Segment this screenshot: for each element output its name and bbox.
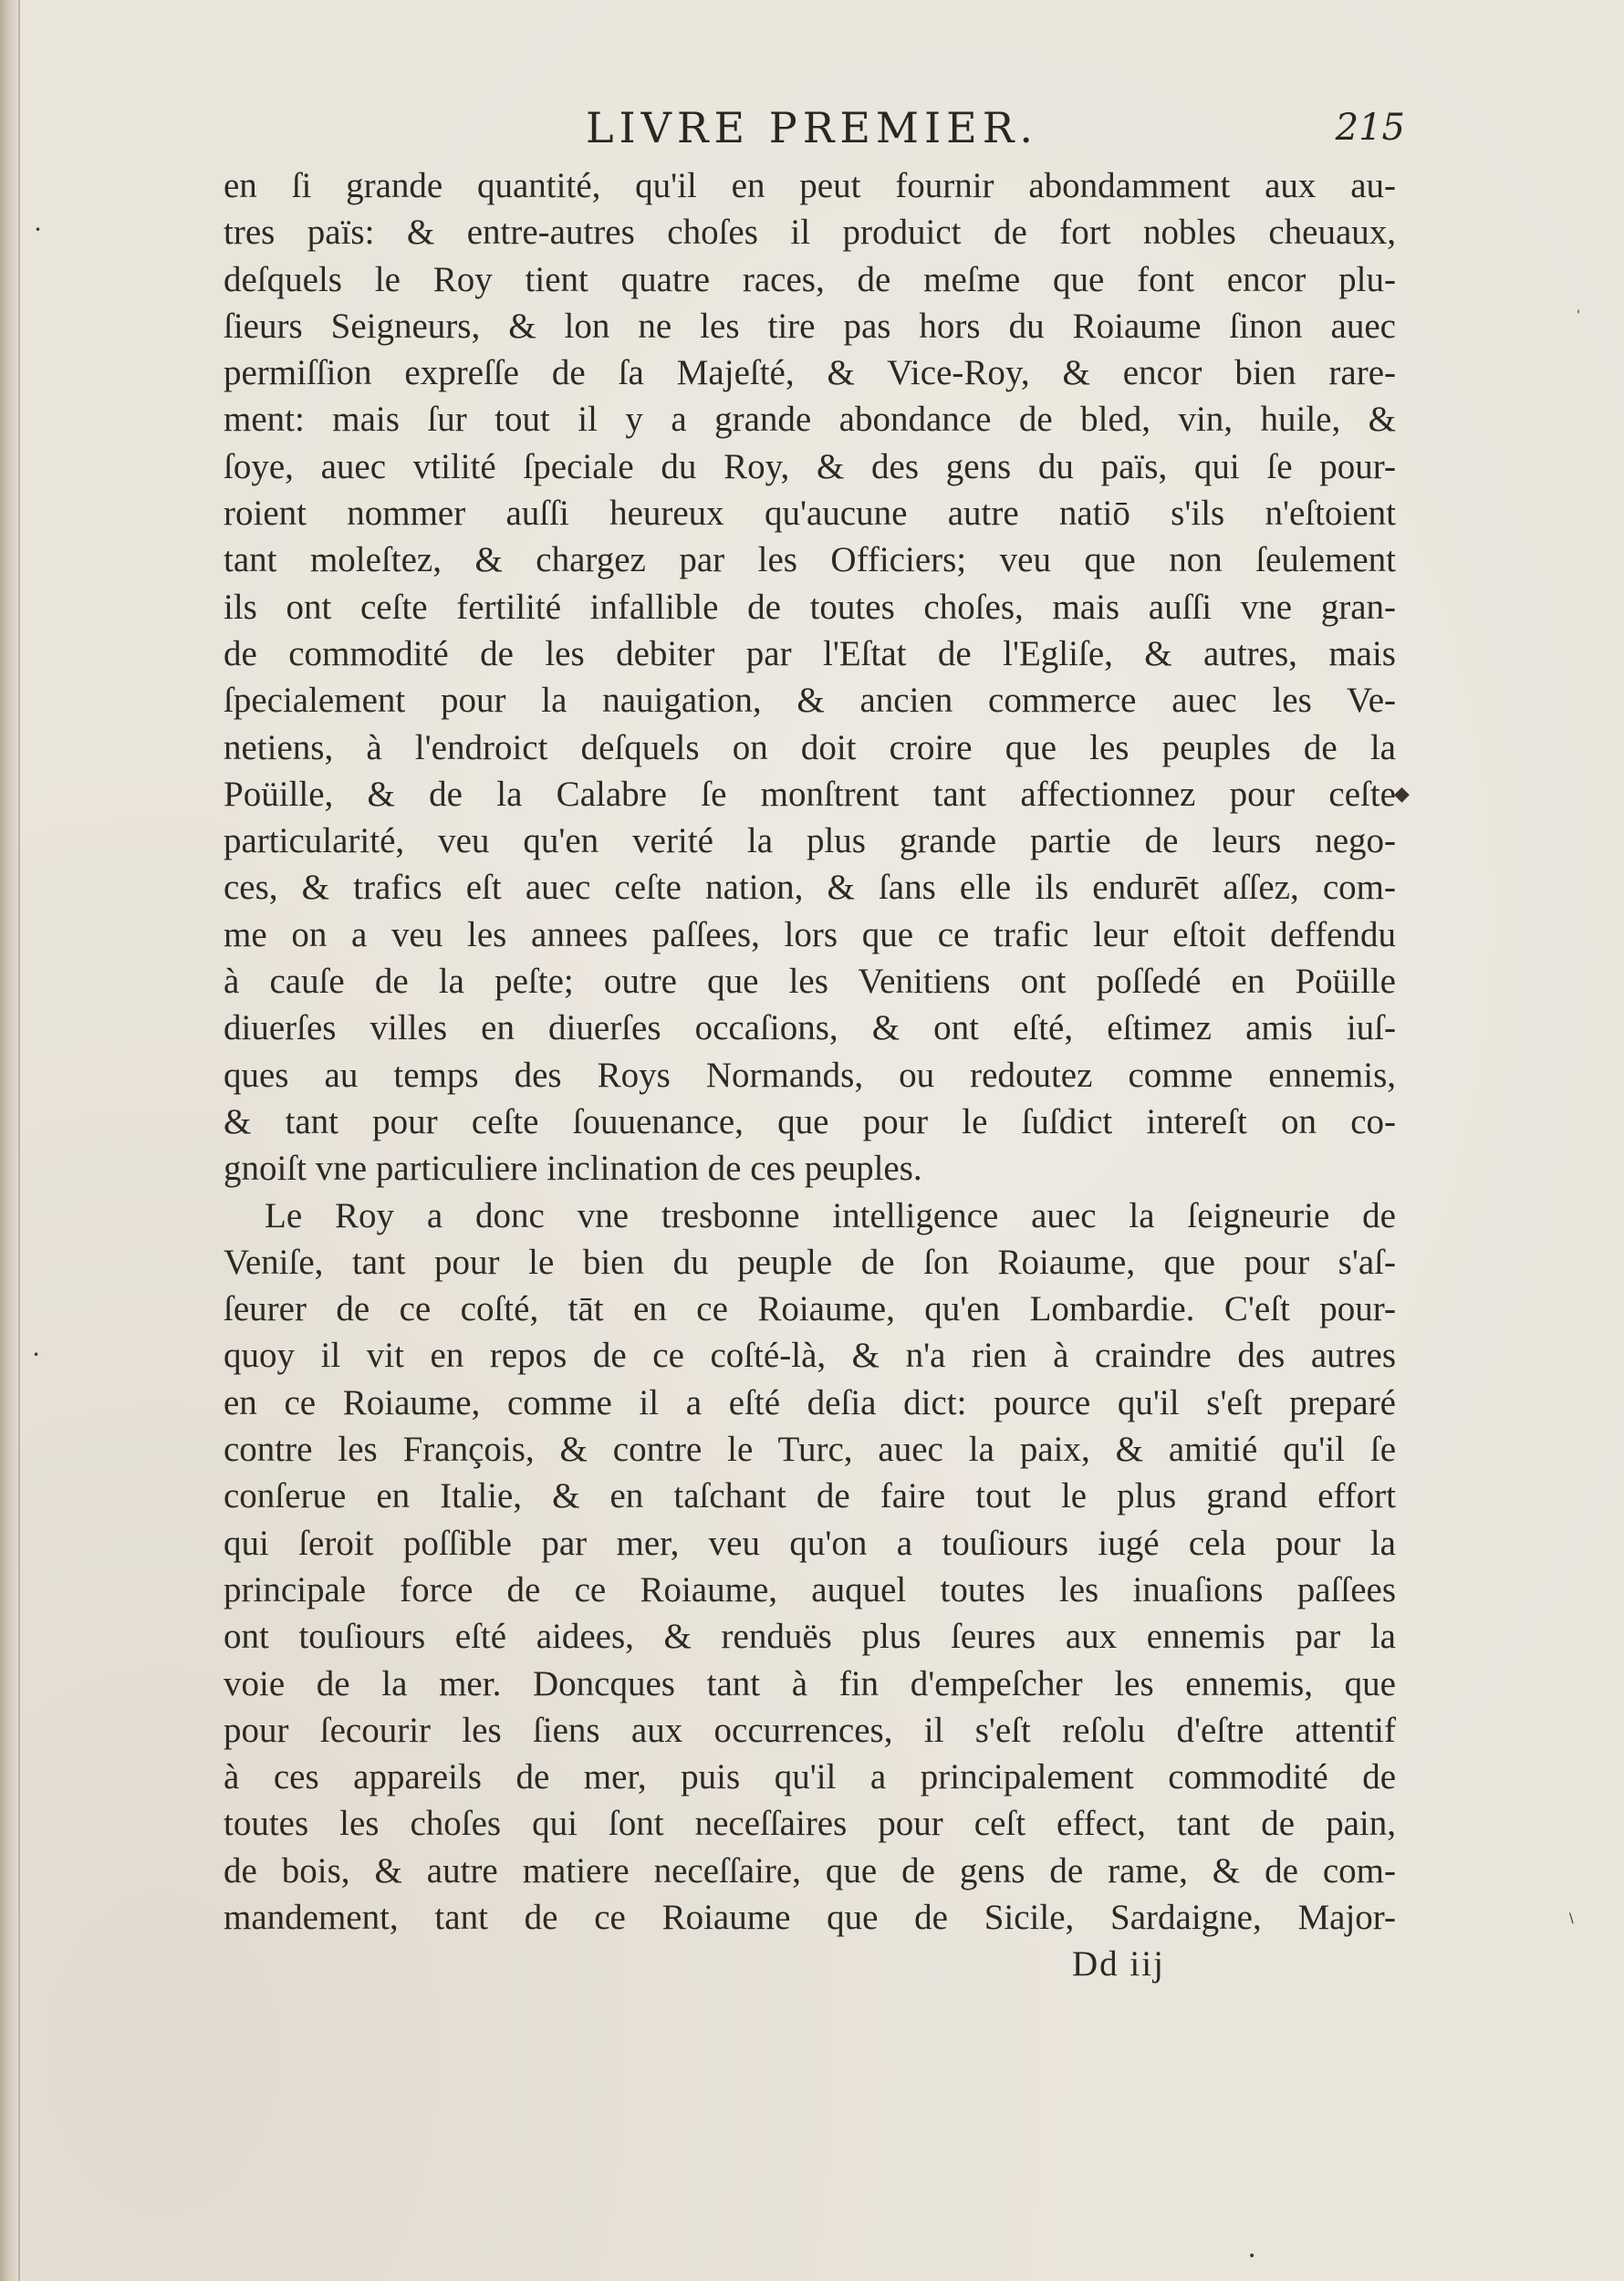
text-line: permiſſion expreſſe de ſa Majeſté, & Vice-Roy, & encor bien rare- (224, 353, 1396, 393)
text-line: gnoiſt vne particuliere inclination de ces peuples. (224, 1149, 922, 1189)
text-line: ques au temps des Roys Normands, ou redoutez comme ennemis, (224, 1055, 1396, 1095)
text-line: conſerue en Italie, & en taſchant de faire tout le plus grand effort (224, 1476, 1396, 1516)
text-line: ils ont ceſte fertilité infallible de toutes choſes, mais auſſi vne gran- (224, 587, 1396, 627)
text-line: deſquels le Roy tient quatre races, de meſme que font encor plu- (224, 259, 1396, 299)
text-line: qui ſeroit poſſible par mer, veu qu'on a touſiours iugé cela pour la (224, 1523, 1396, 1563)
text-line: à ces appareils de mer, puis qu'il a principalement commodité de (224, 1757, 1396, 1797)
signature-mark: Dd iij (1072, 1944, 1165, 1984)
ink-speck: ' (1577, 308, 1580, 323)
text-line: ſieurs Seigneurs, & lon ne les tire pas hors du Roiaume ſinon auec (224, 306, 1396, 346)
page-edge-line (18, 0, 20, 2281)
text-line: pour ſecourir les ſiens aux occurrences, il s'eſt reſolu d'eſtre attentif (224, 1710, 1396, 1750)
text-line: à cauſe de la peſte; outre que les Venitiens ont poſſedé en Poüille (224, 962, 1396, 1002)
book-spine-shadow (0, 0, 18, 2281)
text-line: ſoye, auec vtilité ſpeciale du Roy, & des gens du païs, qui ſe pour- (224, 446, 1396, 486)
text-line: contre les François, & contre le Turc, auec la paix, & amitié qu'il ſe (224, 1430, 1396, 1470)
text-line: ont touſiours eſté aidees, & renduës plus ſeures aux ennemis par la (224, 1617, 1396, 1657)
text-line: Veniſe, tant pour le bien du peuple de ſon Roiaume, que pour s'aſ- (224, 1242, 1396, 1282)
ink-speck: • (35, 224, 42, 236)
text-line: Poüille, & de la Calabre ſe monſtrent tant affectionnez pour ceſte (224, 774, 1396, 814)
text-line: ſpecialement pour la nauigation, & ancien commerce auec les Ve- (224, 681, 1396, 721)
text-line: de commodité de les debiter par l'Eſtat de l'Egliſe, & autres, mais (224, 633, 1396, 673)
text-line: diuerſes villes en diuerſes occaſions, & ont eſté, eſtimez amis iuſ- (224, 1008, 1396, 1048)
text-line: principale force de ce Roiaume, auquel toutes les inuaſions paſſees (224, 1569, 1396, 1609)
ink-speck: • (1248, 2249, 1256, 2264)
text-line: ces, & trafics eſt auec ceſte nation, & ſans elle ils endurēt aſſez, com- (224, 868, 1396, 908)
ink-speck: • (33, 1349, 40, 1361)
page-number: 215 (1335, 107, 1405, 149)
body-text (224, 162, 1396, 1984)
text-line: tant moleſtez, & chargez par les Officiers; veu que non ſeulement (224, 540, 1396, 580)
signature-row (224, 1941, 1396, 1987)
text-line: tres païs: & entre-autres choſes il produict de fort nobles cheuaux, (224, 213, 1396, 253)
text-line: mandement, tant de ce Roiaume que de Sicile, Sardaigne, Major- (224, 1897, 1396, 1937)
text-line: en ſi grande quantité, qu'il en peut fournir abondamment aux au- (224, 166, 1396, 205)
chapter-title: LIVRE PREMIER. (585, 103, 1039, 152)
text-line: Le Roy a donc vne tresbonne intelligence auec la ſeigneurie de (265, 1195, 1396, 1235)
text-line: particularité, veu qu'en verité la plus grande partie de leurs nego- (224, 821, 1396, 861)
text-line: roient nommer auſſi heureux qu'aucune autre natiō s'ils n'eſtoient (224, 494, 1396, 534)
text-line: voie de la mer. Doncques tant à fin d'empeſcher les ennemis, que (224, 1663, 1396, 1703)
ink-speck: \ (1569, 1911, 1574, 1926)
text-line: quoy il vit en repos de ce coſté-là, & n'a rien à craindre des autres (224, 1336, 1396, 1376)
paragraph-1 (224, 162, 1396, 1193)
text-line: ſeurer de ce coſté, tāt en ce Roiaume, qu'en Lombardie. C'eſt pour- (224, 1289, 1396, 1329)
ink-speck: ◆ (1394, 783, 1410, 806)
running-head (228, 100, 1405, 155)
paragraph-2 (224, 1193, 1396, 1942)
text-line: toutes les choſes qui ſont neceſſaires pour ceſt effect, tant de pain, (224, 1804, 1396, 1844)
text-line: en ce Roiaume, comme il a eſté deſia dict: pource qu'il s'eſt preparé (224, 1382, 1396, 1422)
text-line: & tant pour ceſte ſouuenance, que pour le ſuſdict intereſt on co- (224, 1101, 1396, 1141)
text-line: de bois, & autre matiere neceſſaire, que de gens de rame, & de com- (224, 1850, 1396, 1890)
text-line: netiens, à l'endroict deſquels on doit croire que les peuples de la (224, 727, 1396, 767)
text-line: ment: mais ſur tout il y a grande abondance de bled, vin, huile, & (224, 400, 1396, 440)
text-line: me on a veu les annees paſſees, lors que ce trafic leur eſtoit deffendu (224, 914, 1396, 954)
